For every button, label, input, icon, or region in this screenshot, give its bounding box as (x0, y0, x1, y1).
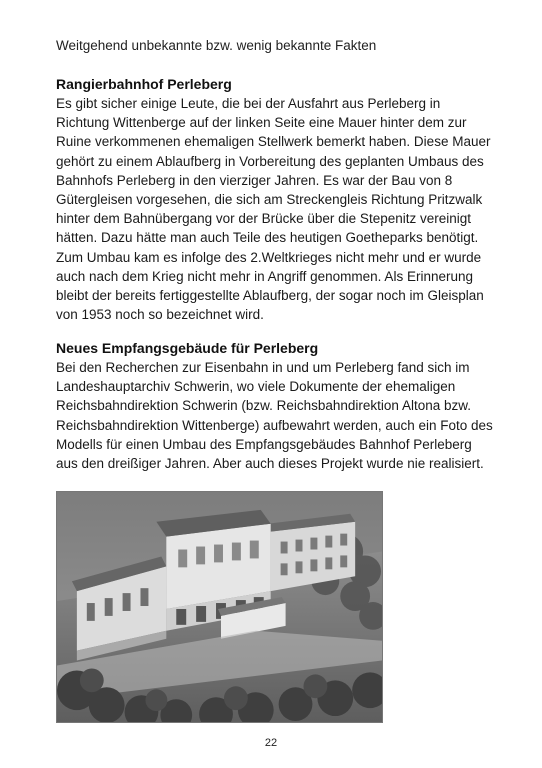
station-model-photo (56, 491, 383, 723)
section-heading: Neues Empfangsgebäude für Perleberg (56, 340, 319, 356)
section-empfangsgebaeude (56, 339, 496, 473)
section-rangierbahnhof (56, 75, 496, 324)
section-paragraph: Es gibt sicher einige Leute, die bei der Ausfahrt aus Perleberg in Richtung Wittenberge auf der linken Seite eine Mauer hinter dem zur Ruine verkommenen ehemaligen Stellwerk bemerkt haben. Diese Mauer gehört zu einem Ablaufberg in Vorbereitung des geplanten Umbaus des Bahnhofs Perleberg in den vierziger Jahren. Es war der Bau von 8 Gütergleisen vorgesehen, die sich am Streckengleis Richtung Pritzwalk hinter dem Bahnübergang vor der Brücke über die Stepenitz vereinigt hätten. Dazu hätte man auch Teile des heutigen Goetheparks benötigt. Zum Umbau kam es infolge des 2.Weltkrieges nicht mehr und er wurde auch nach dem Krieg nicht mehr in Angriff genommen. Als Erinnerung bleibt der bereits fertiggestellte Ablaufberg, der sogar noch im Gleisplan von 1953 noch so bezeichnet wird. (56, 96, 491, 323)
page-subtitle: Weitgehend unbekannte bzw. wenig bekannte Fakten (56, 38, 377, 53)
section-heading: Rangierbahnhof Perleberg (56, 76, 232, 92)
page-number: 22 (264, 737, 278, 749)
section-paragraph: Bei den Recherchen zur Eisenbahn in und um Perleberg fand sich im Landeshauptarchiv Schwerin, wo viele Dokumente der ehemaligen Reichsbahndirektion Schwerin (bzw. Reichsbahndirektion Altona bzw. Reichsbahndirektion Wittenberge) aufbewahrt werden, auch ein Foto des Modells für einen Umbau des Empfangsgebäudes Bahnhof Perleberg aus den dreißiger Jahren. Aber auch dieses Projekt wurde nie realisiert. (56, 360, 493, 472)
station-model-image (57, 492, 382, 722)
